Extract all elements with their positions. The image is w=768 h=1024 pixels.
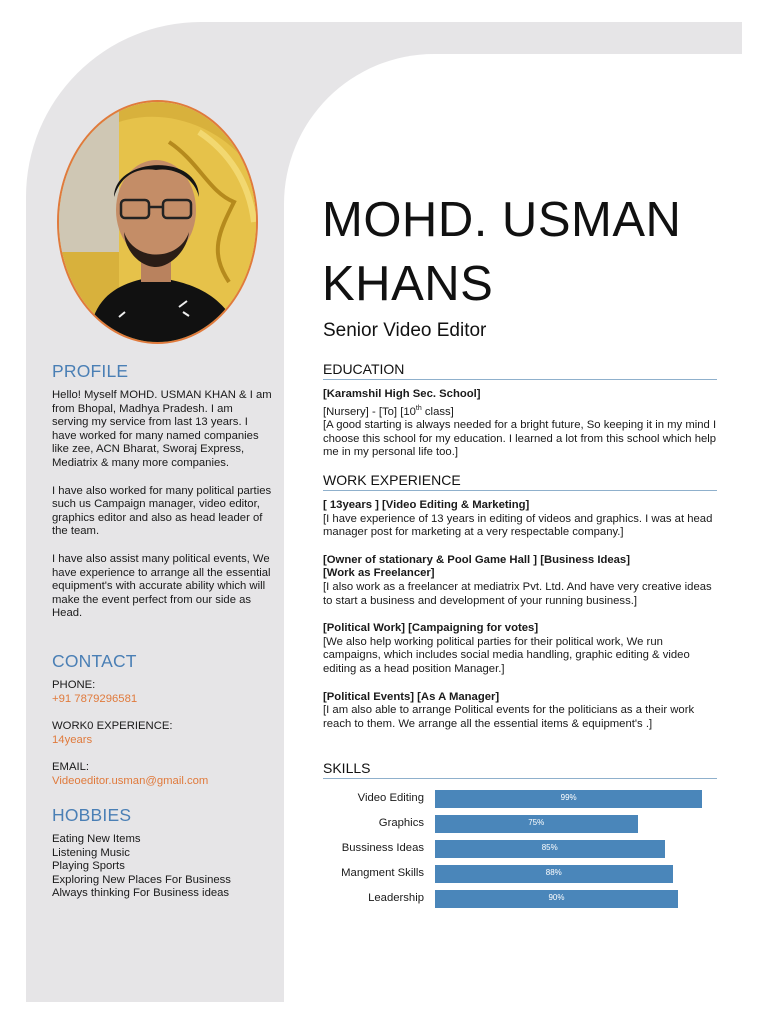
- work-item-description: [I have experience of 13 years in editing of videos and graphics. I was at head manager post for marketing at a very respectable company.]: [323, 512, 713, 539]
- email-value[interactable]: Videoeditor.usman@gmail.com: [52, 774, 209, 787]
- phone-label: PHONE:: [52, 679, 96, 691]
- skill-percent: 88%: [545, 868, 562, 877]
- contact-heading: CONTACT: [52, 651, 137, 671]
- work-item: [323, 691, 723, 732]
- work-item-title: [Owner of stationary & Pool Game Hall ] [Business Ideas]: [323, 553, 630, 566]
- skill-label: Graphics: [378, 817, 424, 829]
- work-section: [323, 499, 723, 745]
- work-item-title: [Political Events] [As A Manager]: [323, 690, 500, 703]
- full-name: [322, 188, 742, 316]
- experience-value: 14years: [52, 733, 93, 746]
- skill-row: [300, 890, 720, 908]
- experience-label: WORK0 EXPERIENCE:: [52, 720, 173, 733]
- name-line-1: MOHD. USMAN: [322, 193, 682, 247]
- skill-row: [300, 865, 720, 883]
- skill-row: [300, 790, 720, 808]
- skill-label: Leadership: [368, 892, 424, 904]
- skill-label: Video Editing: [357, 792, 424, 804]
- hobbies-list: [52, 833, 272, 901]
- skills-heading: SKILLS: [323, 760, 717, 779]
- email-label: EMAIL:: [52, 761, 90, 774]
- education-range: [Nursery] - [To] [10th class]: [323, 404, 454, 418]
- work-item-description: [I am also able to arrange Political events for the politicians as a their work reach to them. We arrange all the essential items & equipment's .]: [323, 704, 695, 730]
- work-item: [323, 554, 723, 608]
- hobby-item: Listening Music: [52, 846, 130, 859]
- job-title: Senior Video Editor: [323, 320, 487, 341]
- skill-label: Bussiness Ideas: [341, 842, 424, 854]
- hobby-item: Always thinking For Business ideas: [52, 887, 230, 900]
- phone-value[interactable]: +91 7879296581: [52, 692, 138, 705]
- work-item-subtitle: [Work as Freelancer]: [323, 567, 435, 580]
- contact-section: [52, 679, 272, 789]
- profile-paragraph: I have also assist many political events, We have experience to arrange all the essential equipment's with accurate ability which will make the event perfect from our side as Head.: [52, 552, 271, 620]
- hobby-item: Eating New Items: [52, 833, 141, 845]
- hobby-item: Exploring New Places For Business: [52, 873, 231, 886]
- education-heading: EDUCATION: [323, 361, 717, 380]
- skill-percent: 99%: [560, 793, 577, 802]
- work-item-description: [We also help working political parties for their political work, We run campaigns, which includes social media handling, graphic editing & video editing as a head position Manager.]: [323, 635, 690, 675]
- skill-bar: [435, 840, 665, 858]
- skill-percent: 85%: [541, 843, 558, 852]
- work-item-description: [I also work as a freelancer at mediatrix Pvt. Ltd. And have very creative ideas to start a business and development of your running business.]: [323, 580, 712, 607]
- name-line-2: KHANS: [322, 257, 494, 311]
- hobbies-heading: HOBBIES: [52, 805, 132, 825]
- skill-bar: [435, 865, 673, 883]
- work-item-title: [ 13years ] [Video Editing & Marketing]: [323, 499, 530, 511]
- education-section: [323, 388, 723, 460]
- profile-paragraph: Hello! Myself MOHD. USMAN KHAN & I am from Bhopal, Madhya Pradesh. I am serving my service from last 13 years. I have worked for many named companies like zee, ACN Bharat, Sworaj Express, Mediatrix & many more companies.: [52, 389, 272, 469]
- work-item: [323, 622, 723, 676]
- hobby-item: Playing Sports: [52, 860, 125, 873]
- skill-label: Mangment Skills: [341, 867, 424, 879]
- skill-bar: [435, 790, 702, 808]
- school-name: [Karamshil High Sec. School]: [323, 388, 481, 400]
- skill-row: [300, 815, 720, 833]
- work-heading: WORK EXPERIENCE: [323, 472, 717, 491]
- education-description: [A good starting is always needed for a bright future, So keeping it in my mind I choose this school for my education. I learned a lot from this school which help me in my personal life too.]: [323, 418, 717, 459]
- profile-photo: [57, 100, 258, 344]
- skill-row: [300, 840, 720, 858]
- profile-paragraph: I have also worked for many political parties such us Campaign manager, video editor, graphics editor and also as head leader of the team.: [52, 484, 272, 538]
- skill-bar: [435, 815, 638, 833]
- skill-percent: 90%: [548, 893, 565, 902]
- work-item-title: [Political Work] [Campaigning for votes]: [323, 622, 539, 635]
- profile-text: [52, 389, 272, 635]
- skill-bar: [435, 890, 678, 908]
- work-item: [323, 499, 723, 540]
- skill-percent: 75%: [528, 818, 545, 827]
- profile-heading: PROFILE: [52, 361, 129, 381]
